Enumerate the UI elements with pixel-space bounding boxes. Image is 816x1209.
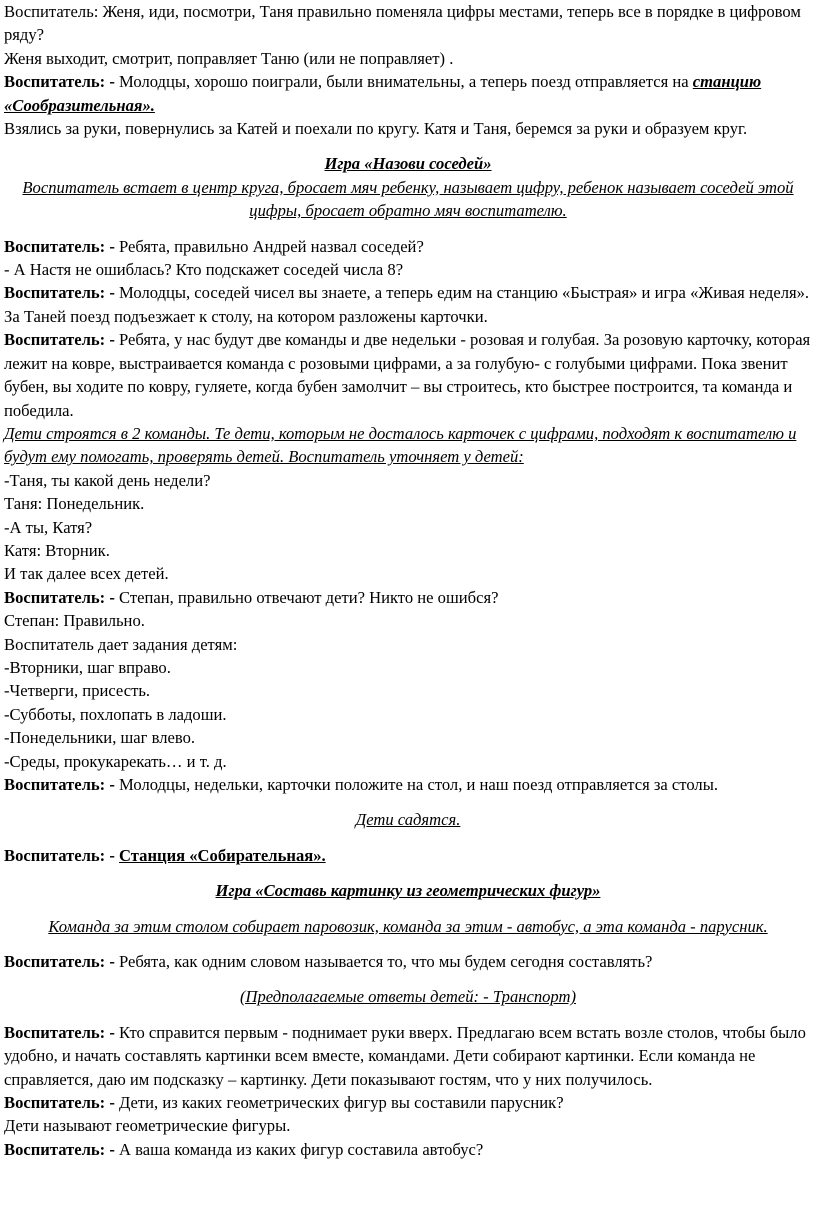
task-line: -Понедельники, шаг влево.	[4, 728, 196, 748]
speaker-label: Воспитатель: -	[4, 587, 115, 607]
paragraph-text: Кто справится первым - поднимает руки вверх. Предлагаю всем встать возле столов, чтобы было удобно, и начать составлять картинки всем вместе, командами. Дети собирают картинки. Если команда не справляется, даю им подсказку – картинку. Дети показывают гостям, что у них получилось.	[4, 1022, 806, 1089]
paragraph: Женя выходит, смотрит, поправляет Таню (или не поправляет) .	[4, 48, 454, 68]
task-line: Степан: Правильно.	[4, 611, 145, 631]
stage-direction: Дети строятся в 2 команды. Те дети, которым не досталось карточек с цифрами, подходят к воспитателю и будут ему помогать, проверять детей. Воспитатель уточняет у детей:	[4, 423, 797, 467]
paragraph-text: Молодцы, соседей чисел вы знаете, а теперь едим на станцию «Быстрая» и игра «Живая неделя». За Таней поезд подъезжает к столу, на котором разложены карточки.	[4, 283, 810, 326]
speaker-label: Воспитатель: -	[4, 1139, 115, 1159]
paragraph: Дети называют геометрические фигуры.	[4, 1116, 291, 1136]
paragraph	[4, 950, 812, 973]
speaker-label: Воспитатель: -	[4, 775, 115, 794]
speaker-label: Воспитатель: -	[4, 283, 115, 303]
paragraph	[4, 1091, 812, 1114]
dialog-line: Катя: Вторник.	[4, 540, 110, 560]
task-line: -Субботы, похлопать в ладоши.	[4, 704, 227, 724]
paragraph	[4, 1138, 812, 1161]
dialog-line: И так далее всех детей.	[4, 564, 169, 584]
paragraph-text: А ваша команда из каких фигур составила автобус?	[114, 1139, 484, 1159]
game-title: Игра «Составь картинку из геометрических фигур»	[215, 881, 601, 901]
station-name: станцию «Сообразительная».	[4, 72, 762, 115]
paragraph	[4, 1021, 812, 1091]
station-name: Станция «Собирательная».	[119, 845, 326, 865]
game-title: Игра «Назови соседей»	[324, 154, 492, 174]
paragraph-text: Дети, из каких геометрических фигур вы составили парусник?	[114, 1093, 564, 1113]
paragraph: Воспитатель: Женя, иди, посмотри, Таня правильно поменяла цифры местами, теперь все в порядке в цифровом ряду?	[4, 2, 801, 45]
paragraph	[4, 235, 812, 258]
paragraph	[4, 281, 812, 328]
game-description: Команда за этим столом собирает паровозик, команда за этим - автобус, а эта команда - парусник.	[48, 916, 768, 936]
speaker-label: Воспитатель: -	[4, 1022, 115, 1042]
paragraph	[4, 70, 812, 117]
paragraph-text: Ребята, правильно Андрей назвал соседей?	[114, 236, 424, 256]
task-line: -Среды, прокукарекать… и т. д.	[4, 751, 227, 771]
paragraph-text: Молодцы, недельки, карточки положите на стол, и наш поезд отправляется за столы.	[114, 775, 718, 794]
dialog-line: -Таня, ты какой день недели?	[4, 470, 211, 490]
stage-direction: Дети садятся.	[355, 810, 461, 830]
paragraph	[4, 844, 812, 867]
speaker-label: Воспитатель: -	[4, 236, 115, 256]
paragraph-text: Молодцы, хорошо поиграли, были внимательны, а теперь поезд отправляется на	[114, 72, 693, 92]
expected-answers: (Предполагаемые ответы детей: - Транспорт)	[239, 987, 577, 1007]
dialog-line: Таня: Понедельник.	[4, 494, 145, 514]
game-description: Воспитатель встает в центр круга, бросает мяч ребенку, называет цифру, ребенок называет соседей этой цифры, бросает обратно мяч воспитателю.	[22, 177, 794, 221]
paragraph: - А Настя не ошиблась? Кто подскажет соседей числа 8?	[4, 260, 404, 280]
paragraph: Взялись за руки, повернулись за Катей и поехали по кругу. Катя и Таня, беремся за руки и образуем круг.	[4, 119, 748, 139]
paragraph-text: Ребята, как одним словом называется то, что мы будем сегодня составлять?	[114, 952, 653, 972]
task-line: -Четверги, присесть.	[4, 681, 151, 701]
speaker-label: Воспитатель: -	[4, 330, 115, 350]
speaker-label: Воспитатель: -	[4, 952, 115, 972]
speaker-label: Воспитатель: -	[4, 1093, 115, 1113]
paragraph	[4, 586, 812, 609]
task-line: Воспитатель дает задания детям:	[4, 634, 238, 654]
speaker-label: Воспитатель: -	[4, 72, 115, 92]
paragraph	[4, 773, 812, 796]
paragraph	[4, 328, 812, 422]
paragraph-text: Ребята, у нас будут две команды и две недельки - розовая и голубая. За розовую карточку, которая лежит на ковре, выстраивается команда с розовыми цифрами, а за голубую- с голубыми цифрами. Пока звенит бубен, вы ходите по ковру, гуляете, когда бубен замолчит – вы строитесь, кто быстрее построится, та команда и победила.	[4, 330, 811, 420]
speaker-label: Воспитатель: -	[4, 845, 115, 865]
paragraph-text: Степан, правильно отвечают дети? Никто не ошибся?	[114, 587, 499, 607]
dialog-line: -А ты, Катя?	[4, 517, 93, 537]
task-line: -Вторники, шаг вправо.	[4, 657, 171, 677]
